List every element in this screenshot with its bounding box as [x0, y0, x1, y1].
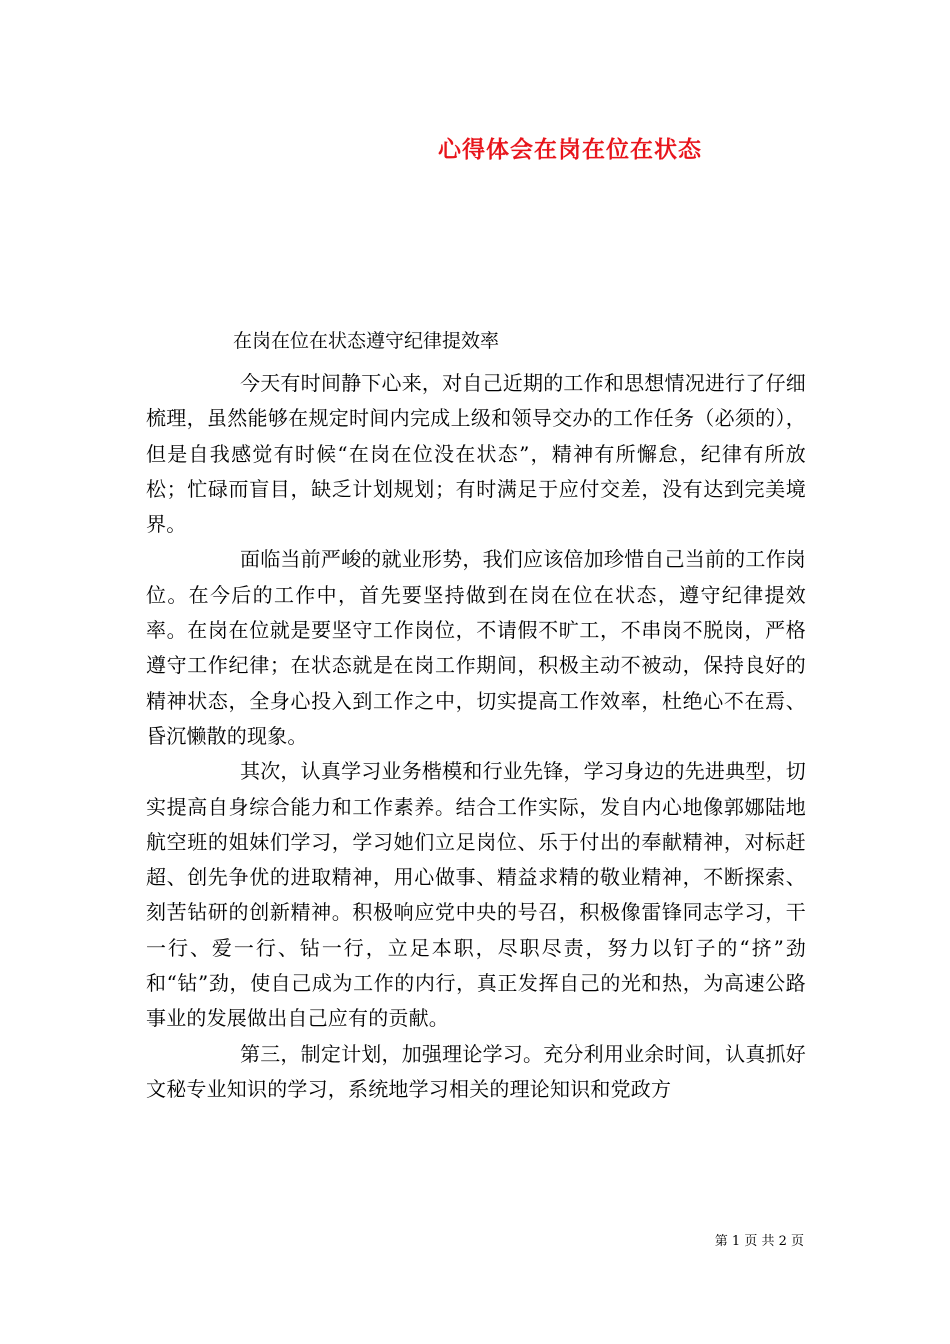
document-subheading: 在岗在位在状态遵守纪律提效率: [233, 330, 500, 352]
document-title: 心得体会在岗在位在状态: [438, 136, 702, 163]
paragraph-4: 第三，制定计划，加强理论学习。充分利用业余时间，认真抓好文秘专业知识的学习，系统地学习相关的理论知识和党政方: [146, 1041, 806, 1101]
document-body: [146, 366, 806, 1107]
page-number-footer: 第 1 页 共 2 页: [714, 1234, 804, 1249]
paragraph-2: 面临当前严峻的就业形势，我们应该倍加珍惜自己当前的工作岗位。在今后的工作中，首先要坚持做到在岗在位在状态，遵守纪律提效率。在岗在位就是要坚守工作岗位，不请假不旷工，不串岗不脱岗，严格遵守工作纪律；在状态就是在岗工作期间，积极主动不被动，保持良好的精神状态，全身心投入到工作之中，切实提高工作效率，杜绝心不在焉、昏沉懒散的现象。: [146, 547, 806, 748]
paragraph-3: 其次，认真学习业务楷模和行业先锋，学习身边的先进典型，切实提高自身综合能力和工作素养。结合工作实际，发自内心地像郭娜陆地航空班的姐妹们学习，学习她们立足岗位、乐于付出的奉献精神，对标赶超、创先争优的进取精神，用心做事、精益求精的敬业精神，不断探索、刻苦钻研的创新精神。积极响应党中央的号召，积极像雷锋同志学习，干一行、爱一行、钻一行，立足本职，尽职尽责，努力以钉子的“挤”劲和“钻”劲，使自己成为工作的内行，真正发挥自己的光和热，为高速公路事业的发展做出自己应有的贡献。: [146, 759, 806, 1031]
paragraph-1: 今天有时间静下心来，对自己近期的工作和思想情况进行了仔细梳理，虽然能够在规定时间内完成上级和领导交办的工作任务（必须的），但是自我感觉有时候“在岗在位没在状态”，精神有所懈怠，纪律有所放松；忙碌而盲目，缺乏计划规划；有时满足于应付交差，没有达到完美境界。: [146, 371, 806, 537]
